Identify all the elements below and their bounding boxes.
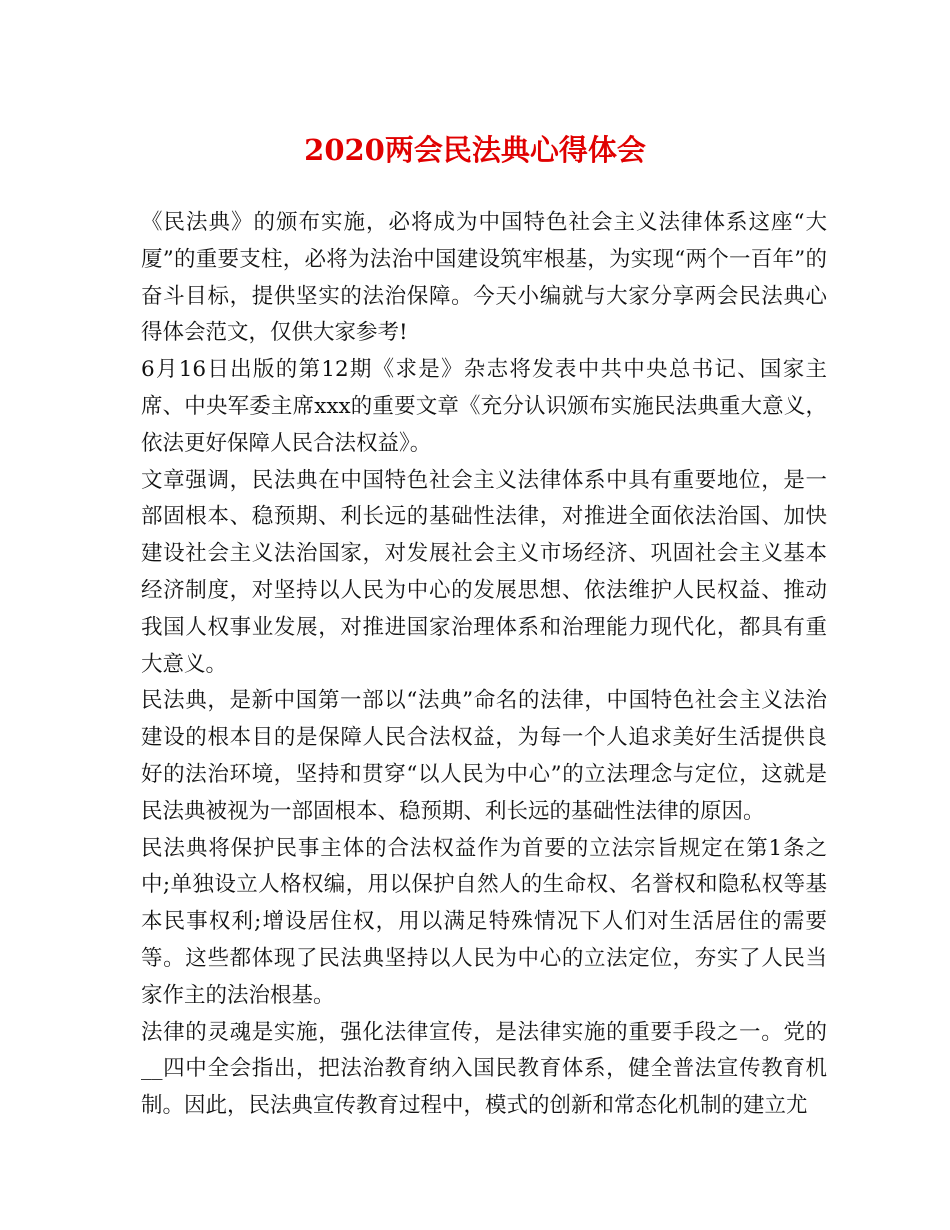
document-body bbox=[141, 205, 827, 1125]
paragraph: 文章强调，民法典在中国特色社会主义法律体系中具有重要地位，是一部固根本、稳预期、利长远的基础性法律，对推进全面依法治国、加快建设社会主义法治国家，对发展社会主义市场经济、巩固社会主义基本经济制度，对坚持以人民为中心的发展思想、依法维护人民权益、推动我国人权事业发展，对推进国家治理体系和治理能力现代化，都具有重大意义。 bbox=[141, 467, 827, 677]
paragraph: 6月16日出版的第12期《求是》杂志将发表中共中央总书记、国家主席、中央军委主席xxx的重要文章《充分认识颁布实施民法典重大意义，依法更好保障人民合法权益》。 bbox=[141, 357, 827, 456]
paragraph: 法律的灵魂是实施，强化法律宣传，是法律实施的重要手段之一。党的__四中全会指出，把法治教育纳入国民教育体系，健全普法宣传教育机制。因此，民法典宣传教育过程中，模式的创新和常态化机制的建立尤 bbox=[141, 1019, 827, 1119]
paragraph: 《民法典》的颁布实施，必将成为中国特色社会主义法律体系这座“大厦”的重要支柱，必将为法治中国建设筑牢根基，为实现“两个一百年”的奋斗目标，提供坚实的法治保障。今天小编就与大家分享两会民法典心得体会范文，仅供大家参考! bbox=[141, 210, 827, 346]
paragraph: 民法典将保护民事主体的合法权益作为首要的立法宗旨规定在第1条之中;单独设立人格权编，用以保护自然人的生命权、名誉权和隐私权等基本民事权利;增设居住权，用以满足特殊情况下人们对生活居住的需要等。这些都体现了民法典坚持以人民为中心的立法定位，夯实了人民当家作主的法治根基。 bbox=[141, 835, 827, 1008]
document-title: 2020两会民法典心得体会 bbox=[304, 133, 646, 167]
paragraph: 民法典，是新中国第一部以“法典”命名的法律，中国特色社会主义法治建设的根本目的是保障人民合法权益，为每一个人追求美好生活提供良好的法治环境，坚持和贯穿“以人民为中心”的立法理念与定位，这就是民法典被视为一部固根本、稳预期、利长远的基础性法律的原因。 bbox=[141, 688, 827, 824]
